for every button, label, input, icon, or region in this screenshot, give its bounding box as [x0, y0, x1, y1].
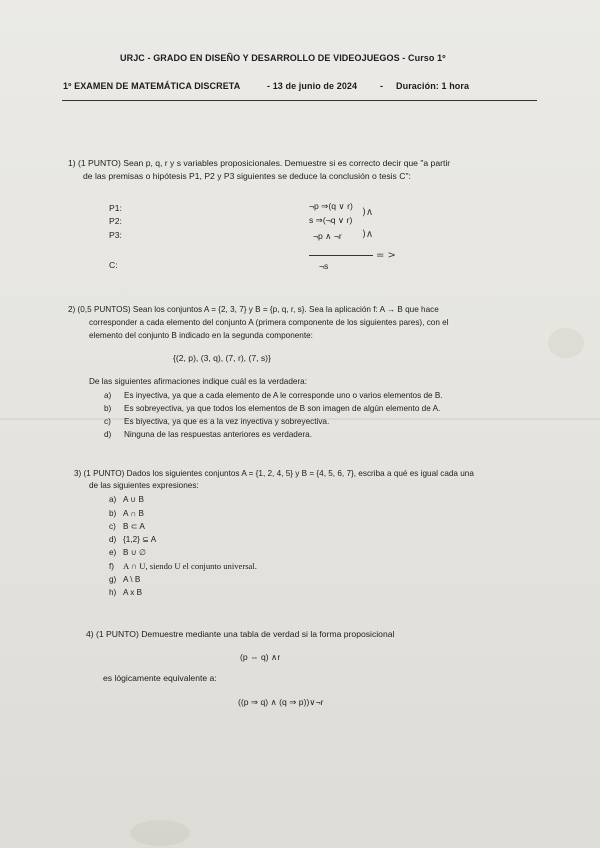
q1-label-p3: P3: — [109, 230, 122, 240]
q3-item-f-letter: f) — [109, 562, 115, 571]
q2-option-a-text: Es inyectiva, ya que a cada elemento de A le corresponde uno o varios elementos de B. — [124, 391, 443, 400]
q3-item-b-letter: b) — [109, 509, 117, 518]
q2-intro-line2: corresponder a cada elemento del conjunto A (primera componente de los siguientes pares), con el — [89, 318, 449, 327]
q1-conclusion-rule — [309, 255, 373, 256]
q2-option-b-letter: b) — [104, 404, 112, 413]
q2-option-d-text: Ninguna de las respuestas anteriores es verdadera. — [124, 430, 312, 439]
q4-intro: 4) (1 PUNTO) Demuestre mediante una tabla de verdad si la forma proposicional — [86, 629, 395, 639]
q4-formula1: (p ⇔ q) ∧r — [240, 652, 281, 662]
q3-item-a-text: A ∪ B — [123, 495, 145, 504]
q3-item-c-letter: c) — [109, 522, 116, 531]
q2-pairs: {(2, p), (3, q), (7, r), (7, s)} — [173, 353, 271, 363]
q3-item-d-text: {1,2} ⊆ A — [123, 535, 157, 544]
q3-item-f-text: A ∩ U, siendo U el conjunto universal. — [123, 561, 257, 571]
q3-item-g-text: A \ B — [123, 575, 141, 584]
q1-intro-line2: de las premisas o hipótesis P1, P2 y P3 siguientes se deduce la conclusión o tesis C": — [83, 171, 411, 181]
q2-option-b-text: Es sobreyectiva, ya que todos los elementos de B son imagen de algún elemento de A. — [124, 404, 441, 413]
header-date: - 13 de junio de 2024 — [267, 81, 358, 91]
q3-intro-line1: 3) (1 PUNTO) Dados los siguientes conjuntos A = {1, 2, 4, 5} y B = {4, 5, 6, 7}, escriba a qué es igual cada una — [74, 469, 474, 478]
q1-handwritten-1: )∧ — [362, 207, 374, 218]
q2-option-a-letter: a) — [104, 391, 112, 400]
q1-label-p1: P1: — [109, 203, 122, 213]
q3-item-e-text: B ∪ ∅ — [123, 548, 147, 557]
q2-question: De las siguientes afirmaciones indique cuál es la verdadera: — [89, 377, 308, 386]
header-rule — [62, 100, 537, 101]
q2-option-c-text: Es biyectiva, ya que es a la vez inyectiva y sobreyectiva. — [124, 417, 330, 426]
q1-label-p2: P2: — [109, 216, 122, 226]
q4-middle: es lógicamente equivalente a: — [103, 673, 217, 683]
q2-intro-line3: elemento del conjunto B indicado en la segunda componente: — [89, 331, 313, 340]
q3-item-c-text: B ⊂ A — [123, 522, 145, 531]
q1-formula-p3: ¬p ∧ ¬r — [313, 231, 342, 241]
header-title: URJC - GRADO EN DISEÑO Y DESARROLLO DE VIDEOJUEGOS - Curso 1º — [120, 53, 446, 63]
paper-shadow — [548, 328, 584, 358]
q3-item-h-letter: h) — [109, 588, 117, 597]
q2-option-c-letter: c) — [104, 417, 111, 426]
q1-formula-p1: ¬p ⇒(q ∨ r) — [309, 201, 353, 211]
q4-formula2: ((p ⇒ q) ∧ (q ⇒ p))∨¬r — [238, 697, 324, 707]
q1-formula-c: ¬s — [319, 261, 329, 271]
q1-intro-line1: 1) (1 PUNTO) Sean p, q, r y s variables proposicionales. Demuestre si es correcto decir que "a partir — [68, 158, 451, 168]
q3-item-g-letter: g) — [109, 575, 117, 584]
header-separator: - — [380, 81, 384, 91]
q3-item-e-letter: e) — [109, 548, 117, 557]
q3-intro-line2: de las siguientes expresiones: — [89, 481, 199, 490]
q2-intro-line1: 2) (0,5 PUNTOS) Sean los conjuntos A = {2, 3, 7} y B = {p, q, r, s}. Sea la aplicación f: A → B que hace — [68, 305, 439, 314]
q1-handwritten-2: )∧ — [362, 229, 374, 240]
q1-formula-p2: s ⇒(¬q ∨ r) — [309, 215, 353, 225]
q3-item-a-letter: a) — [109, 495, 117, 504]
q3-item-d-letter: d) — [109, 535, 117, 544]
paper-shadow-bottom — [130, 820, 190, 846]
q3-item-h-text: A x B — [123, 588, 143, 597]
header-duration: Duración: 1 hora — [396, 81, 470, 91]
q2-option-d-letter: d) — [104, 430, 112, 439]
q1-handwritten-3: = > — [376, 250, 396, 261]
header-exam: 1º EXAMEN DE MATEMÁTICA DISCRETA — [63, 81, 241, 91]
q3-item-b-text: A ∩ B — [123, 509, 144, 518]
q1-label-c: C: — [109, 260, 118, 270]
